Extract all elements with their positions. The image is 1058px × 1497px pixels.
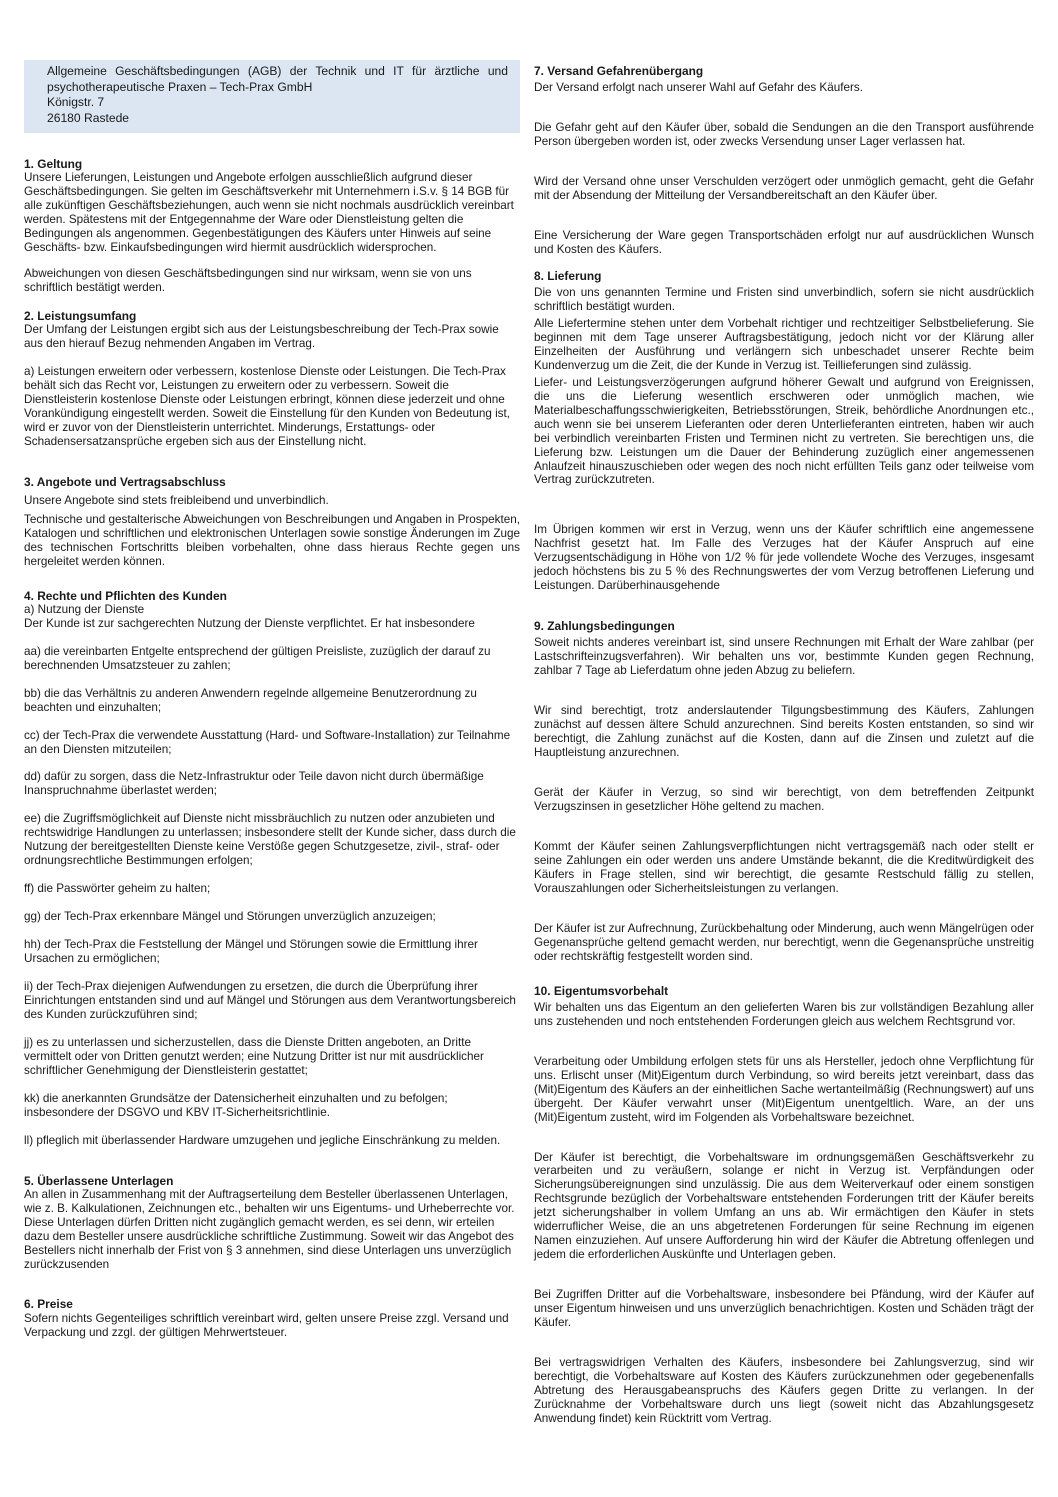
right-column [534,64,1034,1426]
section-8-paragraph: Im Übrigen kommen wir erst in Verzug, wenn uns der Käufer schriftlich eine angemessene Nachfrist gesetzt hat. Im Falle des Verzuges hat der Käufer Anspruch auf eine Verzugsentschädigung in Höhe von 1/2 % für jede vollendete Woche des Verzuges, insgesamt jedoch höchstens bis zu 5 % des Rechnungswertes der vom Verzug betroffenen Lieferung und Leistungen. Darüberhinausgehende [534,523,1034,593]
section-8-paragraph: Die von uns genannten Termine und Fristen sind unverbindlich, sofern sie nicht ausdrücklich schriftlich bestätigt wurden. [534,286,1034,314]
section-6-paragraph: Sofern nichts Gegenteiliges schriftlich vereinbart wird, gelten unsere Preise zzgl. Versand und Verpackung und zzgl. der gültigen Mehrwertsteuer. [24,1311,509,1339]
duty-item: ff) die Passwörter geheim zu halten; [24,882,211,896]
section-7-paragraph: Eine Versicherung der Ware gegen Transportschäden erfolgt nur auf ausdrücklichen Wunsch und Kosten des Käufers. [534,228,1034,256]
duty-item: bb) die das Verhältnis zu anderen Anwendern regelnde allgemeine Benutzerordnung zu beachten und einzuhalten; [24,686,477,714]
section-4-subtitle: a) Nutzung der Dienste [24,602,145,616]
header-city: 26180 Rastede [47,110,130,125]
section-1-paragraph: Unsere Lieferungen, Leistungen und Angebote erfolgen ausschließlich aufgrund dieser Geschäftsbedingungen. Sie gelten im Geschäftsverkehr mit Unternehmern i.S.v. § 14 BGB für alle zukünftigen Geschäftsbeziehungen, auch wenn sie nicht nochmals ausdrücklich vereinbart werden. Spätestens mit der Entgegennahme der Ware oder Dienstleistung gelten die Bedingungen als angenommen. Gegenbestätigungen des Käufers unter Hinweis auf seine Geschäfts- bzw. Einkaufsbedingungen wird hiermit ausdrücklich widersprochen. [24,171,514,254]
section-9-paragraph: Der Käufer ist zur Aufrechnung, Zurückbehaltung oder Minderung, auch wenn Mängelrügen oder Gegenansprüche geltend gemacht werden, nur berechtigt, wenn die Gegenansprüche unstreitig oder rechtskräftig festgestellt worden sind. [534,921,1034,963]
section-7-paragraph: Wird der Versand ohne unser Verschulden verzögert oder unmöglich gemacht, geht die Gefahr mit der Absendung der Mitteilung der Versandbereitschaft an den Käufer über. [534,175,1034,203]
duty-item: ee) die Zugriffsmöglichkeit auf Dienste nicht missbräuchlich zu nutzen oder anzubieten und rechtswidrige Handlungen zu unterlassen; insbesondere stellt der Kunde sicher, dass durch die Nutzung der bereitgestellten Dienste keine Verstöße gegen Schutzgesetze, zivil-, straf- oder ordnungsrechtliche Bestimmungen erfolgen; [24,812,516,868]
header-title-line-2: psychotherapeutische Praxen – Tech-Prax GmbH [47,79,313,94]
duty-item: cc) der Tech-Prax die verwendete Ausstattung (Hard- und Software-Installation) zur Teilnahme an den Diensten mitzuteilen; [24,728,511,756]
section-3-paragraph: Technische und gestalterische Abweichungen von Beschreibungen und Angaben in Prospekten, Katalogen und schriftlichen und elektronischen Unterlagen sowie sonstige Änderungen im Zuge des technischen Fortschritts bleiben vorbehalten, ohne dass hieraus Rechte gegen uns hergeleitet werden können. [24,512,520,568]
section-5-title: 5. Überlassene Unterlagen [24,1173,174,1188]
duty-item: ii) der Tech-Prax diejenigen Aufwendungen zu ersetzen, die durch die Überprüfung ihrer Einrichtungen entstanden sind und auf Mängel und Störungen aus dem Verantwortungsbereich des Kunden zurückzuführen sind; [24,979,516,1021]
section-8-paragraph: Liefer- und Leistungsverzögerungen aufgrund höherer Gewalt und aufgrund von Ereignissen, die uns die Lieferung wesentlich erschweren oder unmöglich machen, wie Materialbeschaffungsschwierigkeiten, Betriebsstörungen, Streik, behördliche Anordnungen etc., auch wenn sie bei unserem Lieferanten oder deren Unterlieferanten eintreten, haben wir auch bei verbindlich vereinbarten Fristen und Terminen nicht zu vertreten. Sie berechtigen uns, die Lieferung bzw. Leistungen um die Dauer der Behinderung zuzüglich einer angemessenen Anlaufzeit hinauszuschieben oder wegen des noch nicht erfüllten Teils ganz oder teilweise vom Vertrag zurückzutreten. [534,375,1034,487]
header-title-line-1: Allgemeine Geschäftsbedingungen (AGB) der Technik und IT für ärztliche und [47,64,508,78]
section-2-title: 2. Leistungsumfang [24,308,137,323]
section-10-paragraph: Der Käufer ist berechtigt, die Vorbehaltsware im ordnungsgemäßen Geschäftsverkehr zu verarbeiten und zu veräußern, solange er nicht in Verzug ist. Verpfändungen oder Sicherungsübereignungen sind unzulässig. Die aus dem Weiterverkauf oder einem sonstigen Rechtsgrunde bezüglich der Vorbehaltsware entstehenden Forderungen tritt der Käufer bereits jetzt sicherungshalber in vollem Umfang an uns ab. Wir ermächtigen den Käufer in stets widerruflicher Weise, die an uns abgetretenen Forderungen für seine Rechnung im eigenen Namen einzuziehen. Auf unsere Aufforderung hin wird der Käufer die Abtretung offenlegen und jedem die erforderlichen Auskünfte und Unterlagen geben. [534,1150,1034,1262]
section-10-title: 10. Eigentumsvorbehalt [534,983,669,998]
section-7-title: 7. Versand Gefahrenübergang [534,64,704,78]
section-10-paragraph: Wir behalten uns das Eigentum an den gelieferten Waren bis zur vollständigen Bezahlung aller uns zustehenden und noch entstehenden Forderungen gleich aus welchem Rechtsgrund vor. [534,1000,1034,1028]
section-10-paragraph: Verarbeitung oder Umbildung erfolgen stets für uns als Hersteller, jedoch ohne Verpflichtung für uns. Erlischt unser (Mit)Eigentum durch Verbindung, so wird bereits jetzt vereinbart, dass das (Mit)Eigentum des Käufers an der einheitlichen Sache wertanteilmäßig (Rechnungswert) auf uns übergeht. Der Käufer verwahrt unser (Mit)Eigentum unentgeltlich. Ware, an der uns (Mit)Eigentum zusteht, wird im Folgenden als Vorbehaltsware bezeichnet. [534,1054,1034,1124]
company-header [24,60,520,133]
section-5-paragraph: An allen in Zusammenhang mit der Auftragserteilung dem Besteller überlassenen Unterlagen, wie z. B. Kalkulationen, Zeichnungen etc., behalten wir uns Eigentums- und Urheberrechte vor. Diese Unterlagen dürfen Dritten nicht zugänglich gemacht werden, es sei denn, wir erteilen dazu dem Besteller unsere ausdrückliche schriftliche Zustimmung. Soweit wir das Angebot des Bestellers nicht innerhalb der Frist von § 3 annehmen, sind diese Unterlagen uns unverzüglich zurückzusenden [24,1187,515,1271]
section-6-title: 6. Preise [24,1297,73,1312]
section-2-paragraph: a) Leistungen erweitern oder verbessern, kostenlose Dienste oder Leistungen. Die Tech-Prax behält sich das Recht vor, Leistungen zu erweitern oder zu verbessern. Soweit die Dienstleisterin kostenlose Dienste oder Leistungen erbringt, können diese jederzeit und ohne Vorankündigung eingestellt werden. Soweit die Einstellung für den Kunden von Bedeutung ist, wird er zuvor von der Dienstleisterin unterrichtet. Minderungs, Erstattungs- oder Schadensersatzansprüche ergeben sich aus der Einstellung nicht. [24,364,511,448]
section-8-title: 8. Lieferung [534,268,602,283]
duty-item: ll) pfleglich mit überlassender Hardware umzugehen und jegliche Einschränkung zu melden. [24,1133,501,1147]
duty-item: jj) es zu unterlassen und sicherzustellen, dass die Dienste Dritten angeboten, an Dritte vermittelt oder von Dritten genutzt werden; eine Nutzung Dritter ist nur mit ausdrücklicher schriftlicher Genehmigung der Dienstleisterin gestattet; [24,1035,484,1077]
section-7-paragraph: Die Gefahr geht auf den Käufer über, sobald die Sendungen an die den Transport ausführende Person übergeben worden ist, oder zwecks Versendung unser Lager verlassen hat. [534,121,1034,149]
section-1-title: 1. Geltung [24,157,83,171]
section-7-paragraph: Der Versand erfolgt nach unserer Wahl auf Gefahr des Käufers. [534,81,863,95]
section-2-paragraph: Der Umfang der Leistungen ergibt sich aus der Leistungsbeschreibung der Tech-Prax sowie aus den hierauf Bezug nehmenden Angaben im Vertrag. [24,323,499,350]
left-column [24,60,520,1340]
duty-item: aa) die vereinbarten Entgelte entsprechend der gültigen Preisliste, zuzüglich der darauf zu berechnenden Umsatzsteuer zu zahlen; [24,644,491,672]
section-9-paragraph: Wir sind berechtigt, trotz anderslautender Tilgungsbestimmung des Käufers, Zahlungen zunächst auf dessen ältere Schuld anzurechnen. Sind bereits Kosten entstanden, so sind wir berechtigt, die Zahlung zunächst auf die Kosten, dann auf die Zinsen und zuletzt auf die Hauptleistung anzurechnen. [534,704,1034,760]
duty-item: kk) die anerkannten Grundsätze der Datensicherheit einzuhalten und zu befolgen; insbesondere der DSGVO und KBV IT-Sicherheitsrichtlinie. [24,1091,448,1119]
section-8-paragraph: Alle Liefertermine stehen unter dem Vorbehalt richtiger und rechtzeitiger Selbstbelieferung. Sie beginnen mit dem Tage unserer Auftragsbestätigung, jedoch nicht vor der Klärung aller Einzelheiten der Ausführung und verlängern sich unbeschadet unserer Rechte beim Kundenverzug um die Zeit, die der Kunde in Verzug ist. Teillieferungen sind zulässig. [534,316,1034,372]
section-1-paragraph: Abweichungen von diesen Geschäftsbedingungen sind nur wirksam, wenn sie von uns schriftlich bestätigt werden. [24,266,472,294]
section-10-paragraph: Bei vertragswidrigen Verhalten des Käufers, insbesondere bei Zahlungsverzug, sind wir berechtigt, die Vorbehaltsware auf Kosten des Käufers zurückzunehmen oder gegebenenfalls Abtretung des Herausgabeanspruchs des Käufers gegen Dritte zu verlangen. In der Zurücknahme der Vorbehaltsware durch uns liegt (soweit nicht das Abzahlungsgesetz Anwendung findet) kein Rücktritt vom Vertrag. [534,1356,1034,1425]
section-4-title: 4. Rechte und Pflichten des Kunden [24,588,227,603]
section-9-paragraph: Gerät der Käufer in Verzug, so sind wir berechtigt, von dem betreffenden Zeitpunkt Verzugszinsen in gesetzlicher Höhe geltend zu machen. [534,786,1034,814]
duty-item: gg) der Tech-Prax erkennbare Mängel und Störungen unverzüglich anzuzeigen; [24,910,436,924]
header-street: Königstr. 7 [47,95,105,110]
section-10-paragraph: Bei Zugriffen Dritter auf die Vorbehaltsware, insbesondere bei Pfändung, wird der Käufer auf unser Eigentum hinweisen und uns unverzüglich benachrichtigen. Kosten und Schäden trägt der Käufer. [534,1288,1034,1330]
section-9-paragraph: Soweit nichts anderes vereinbart ist, sind unsere Rechnungen mit Erhalt der Ware zahlbar (per Lastschrifteinzugsverfahren). Wir behalten uns vor, bestimmte Kunden gegen Rechnung, zahlbar 7 Tage ab Lieferdatum ohne jeden Abzug zu beliefern. [534,636,1034,678]
section-3-paragraph: Unsere Angebote sind stets freibleibend und unverbindlich. [24,493,329,507]
duty-item: dd) dafür zu sorgen, dass die Netz-Infrastruktur oder Teile davon nicht durch übermäßige Inanspruchnahme überlastet werden; [24,770,484,798]
section-9-paragraph: Kommt der Käufer seinen Zahlungsverpflichtungen nicht vertragsgemäß nach oder stellt er seine Zahlungen ein oder werden uns andere Umstände bekannt, die die Kreditwürdigkeit des Käufers in Frage stellen, sind wir berechtigt, die gesamte Restschuld fällig zu stellen, Vorauszahlungen oder Sicherheitsleistungen zu verlangen. [534,839,1034,895]
section-9-title: 9. Zahlungsbedingungen [534,619,675,634]
section-4-intro: Der Kunde ist zur sachgerechten Nutzung der Dienste verpflichtet. Er hat insbesondere [24,616,475,630]
section-3-title: 3. Angebote und Vertragsabschluss [24,474,226,489]
duty-item: hh) der Tech-Prax die Feststellung der Mängel und Störungen sowie die Ermittlung ihrer Ursachen zu ermöglichen; [24,938,478,966]
